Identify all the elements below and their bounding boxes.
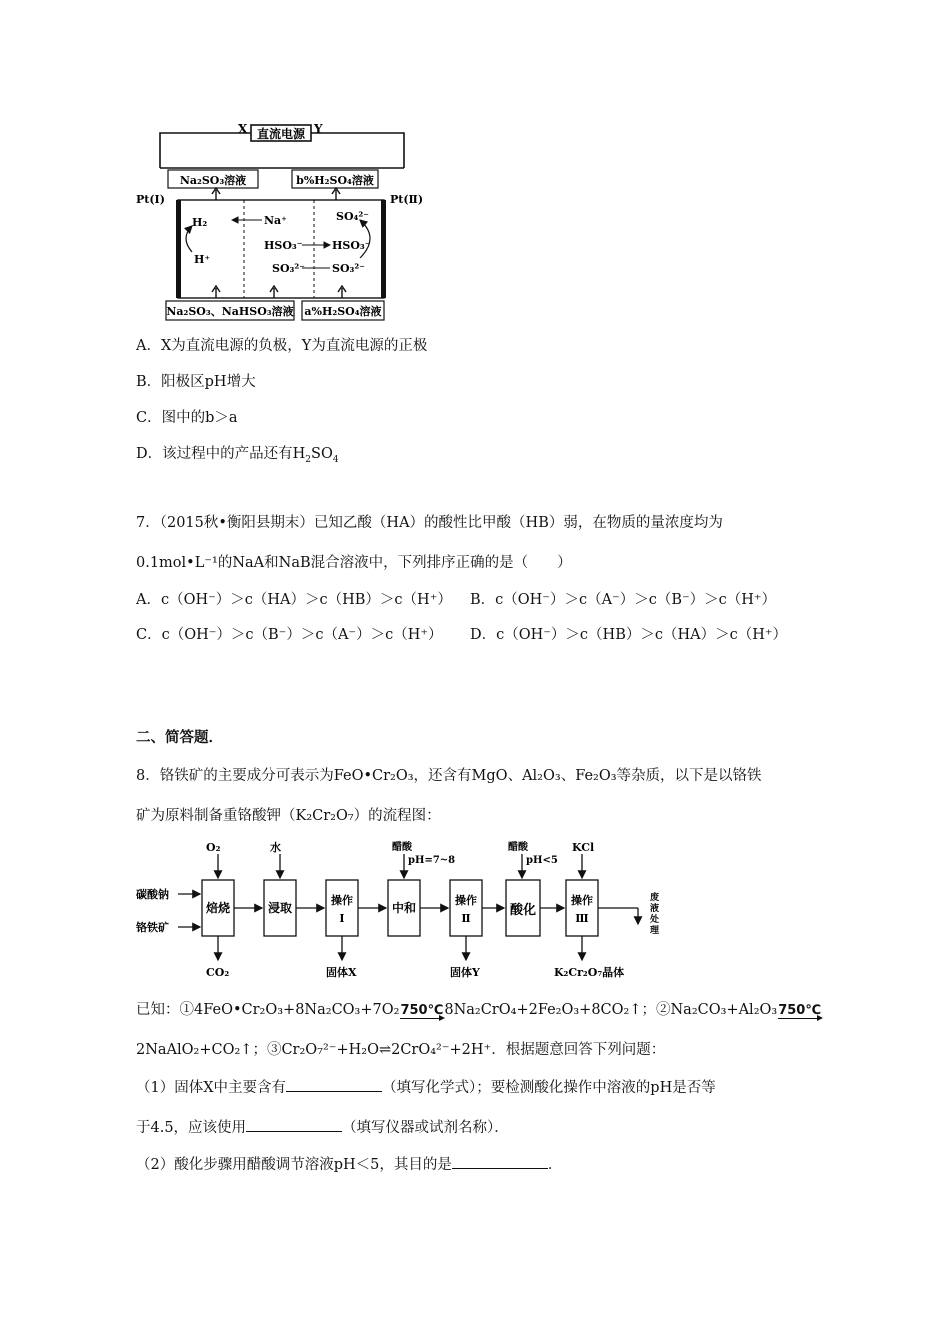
q6-option-c: C．图中的b＞a: [136, 410, 238, 426]
box-neutralize-label: 中和: [391, 901, 417, 915]
box-op3-label: 操作: [571, 894, 593, 907]
answer-blank-instrument[interactable]: [246, 1117, 342, 1132]
so3-right-label: SO₃²⁻: [332, 262, 365, 275]
ph-condition-2: pH<5: [526, 855, 558, 866]
known-reactions-line1: 已知：①4FeO•Cr₂O₃+8Na₂CO₃+7O₂ 750℃ 8Na₂CrO₄+2Fe₂O₃+8CO₂↑；②Na₂CO₃+Al₂O₃ 750℃: [136, 1002, 822, 1018]
q8-stem-line2: 矿为原料制备重铬酸钾（K₂Cr₂O₇）的流程图：: [136, 808, 441, 824]
electrolysis-diagram: [136, 120, 436, 325]
y-terminal-label: Y: [314, 122, 323, 136]
box-op2: [450, 880, 482, 936]
q8-sub1-line1: （1）固体X中主要含有 （填写化学式）；要检测酸化操作中溶液的pH是否等: [136, 1077, 716, 1098]
outlet-left-label: Na₂SO₃溶液: [179, 174, 247, 187]
h-cycle-arrow: [186, 226, 192, 252]
q8-stem-line1: 8．铬铁矿的主要成分可表示为FeO•Cr₂O₃，还含有MgO、Al₂O₃、Fe₂O₃等杂质，以下是以铬铁: [136, 768, 762, 784]
box-leach-label: 浸取: [267, 901, 293, 915]
q8-sub1-line2: 于4.5，应该使用 （填写仪器或试剂名称）．: [136, 1117, 509, 1138]
answer-blank-purpose[interactable]: [452, 1154, 548, 1169]
na-label: Na⁺: [264, 214, 287, 227]
electrode-pt1: [176, 200, 181, 298]
input-kcl: KCl: [572, 841, 595, 854]
q6-option-b: B．阳极区pH增大: [136, 374, 256, 390]
electrode-pt2: [381, 200, 386, 298]
hso3-left-label: HSO₃⁻: [264, 239, 303, 252]
ph-condition-1: pH=7~8: [408, 855, 456, 866]
q7-option-d: D．c（OH⁻）＞c（HB）＞c（HA）＞c（H⁺）: [470, 627, 788, 643]
outlet-left-arrow: [212, 188, 220, 200]
input-o2: O₂: [206, 841, 221, 854]
known-reactions-line2: 2NaAlO₂+CO₂↑；③Cr₂O₇²⁻+H₂O⇌2CrO₄²⁻+2H⁺．根据题意回答下列问题：: [136, 1042, 666, 1058]
input-acetic-1: 醋酸: [392, 842, 412, 853]
wire-right: [311, 133, 404, 168]
outlet-right-arrow: [332, 188, 340, 200]
power-supply-label: 直流电源: [256, 127, 306, 141]
output-crystal: K₂Cr₂O₇晶体: [554, 966, 625, 979]
box-op3: [566, 880, 598, 936]
condition-arrow-1: 750℃: [400, 1003, 444, 1018]
q7-option-b: B．c（OH⁻）＞c（A⁻）＞c（B⁻）＞c（H⁺）: [470, 592, 777, 608]
pt1-label: Pt(Ⅰ): [136, 193, 165, 206]
box-op1-roman: Ⅰ: [339, 912, 345, 925]
q7-stem-line2: 0.1mol•L⁻¹的NaA和NaB混合溶液中，下列排序正确的是（ ）: [136, 555, 572, 571]
section-title: 二、简答题．: [136, 729, 223, 746]
input-sodium-carbonate: 碳酸钠: [136, 888, 169, 901]
so3-left-label: SO₃²⁻: [272, 262, 305, 275]
inlet-right-label: a%H₂SO₄溶液: [304, 305, 382, 318]
inlet-arrow-3: [338, 286, 346, 298]
condition-arrow-2: 750℃: [778, 1003, 822, 1018]
inlet-left-label: Na₂SO₃、NaHSO₃溶液: [166, 305, 294, 318]
inlet-arrow-2: [270, 286, 278, 298]
q7-stem-line1: 7．（2015秋•衡阳县期末）已知乙酸（HA）的酸性比甲酸（HB）弱，在物质的量浓度均为: [136, 515, 723, 531]
box-acidify-label: 酸化: [509, 903, 537, 918]
outlet-right-label: b%H₂SO₄溶液: [296, 174, 374, 187]
waste-label: 废液处理: [650, 893, 660, 936]
x-terminal-label: X: [238, 122, 248, 136]
h2-label: H₂: [192, 216, 208, 229]
box-op2-roman: Ⅱ: [461, 912, 471, 925]
flow-chart: [136, 836, 696, 986]
so4-label: SO₄²⁻: [336, 210, 369, 223]
q6-option-d: D．该过程中的产品还有$H_2SO_4$: [136, 446, 339, 465]
box-roast-label: 焙烧: [205, 901, 231, 915]
wire-left: [160, 133, 251, 168]
pt2-label: Pt(Ⅱ): [390, 193, 424, 206]
answer-blank-solid-x[interactable]: [286, 1077, 382, 1092]
box-op1-label: 操作: [331, 894, 353, 907]
box-op2-label: 操作: [455, 894, 477, 907]
output-solid-y: 固体Y: [450, 966, 480, 979]
q8-sub2-line: （2）酸化步骤用醋酸调节溶液pH＜5，其目的是 ．: [136, 1154, 562, 1175]
hso3-right-label: HSO₃⁻: [332, 239, 371, 252]
output-co2: CO₂: [206, 966, 230, 979]
box-op3-roman: Ⅲ: [575, 912, 589, 925]
inlet-arrow-1: [212, 286, 220, 298]
input-acetic-2: 醋酸: [508, 842, 528, 853]
input-chromite: 铬铁矿: [136, 921, 169, 934]
box-op1: [326, 880, 358, 936]
hplus-label: H⁺: [194, 253, 211, 266]
q7-option-c: C．c（OH⁻）＞c（B⁻）＞c（A⁻）＞c（H⁺）: [136, 627, 443, 643]
q7-option-a: A．c（OH⁻）＞c（HA）＞c（HB）＞c（H⁺）: [136, 592, 452, 608]
q6-option-a: A．X为直流电源的负极，Y为直流电源的正极: [136, 338, 428, 354]
output-solid-x: 固体X: [326, 966, 357, 979]
input-water: 水: [270, 841, 281, 854]
